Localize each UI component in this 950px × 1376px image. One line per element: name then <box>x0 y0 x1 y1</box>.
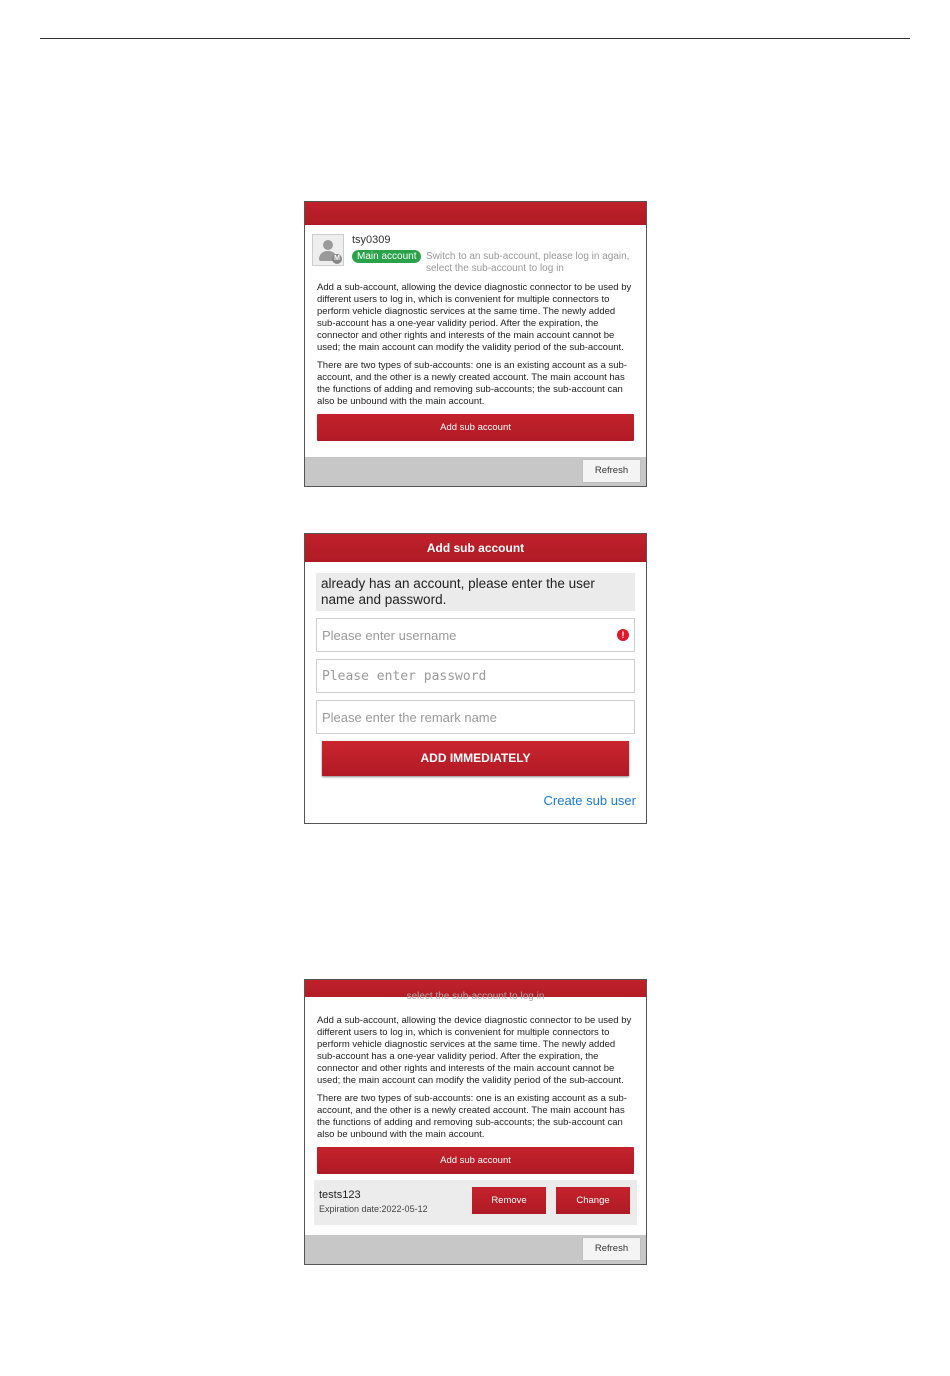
add-immediately-button[interactable]: ADD IMMEDIATELY <box>322 741 629 776</box>
change-button[interactable]: Change <box>556 1187 630 1214</box>
account-username: tsy0309 <box>352 234 391 246</box>
add-sub-account-button[interactable]: Add sub account <box>317 1147 634 1174</box>
remove-button[interactable]: Remove <box>472 1187 546 1214</box>
scrolled-hint-text: select the sub-account to log in <box>406 991 545 1002</box>
user-icon <box>323 240 333 250</box>
existing-account-notice: already has an account, please enter the user name and password. <box>316 573 635 611</box>
bottom-bar <box>305 1235 646 1264</box>
sub-account-expiration: Expiration date:2022-05-12 <box>319 1204 428 1214</box>
main-badge-icon: M <box>332 254 342 264</box>
main-account-badge: Main account <box>352 250 421 263</box>
description-paragraph: Add a sub-account, allowing the device diagnostic connector to be used by different users to log in, which is convenient for multiple connectors to perform vehicle diagnostic services at the same time. The newly added sub-account has a one-year validity period. After the expiration, the connector and other rights and interests of the main account cannot be used; the main account can modify the validity period of the sub-account. <box>317 282 632 353</box>
description-paragraph: There are two types of sub-accounts: one is an existing account as a sub-account, and the other is a newly created account. The main account has the functions of adding and removing sub-accounts; the sub-account can also be unbound with the main account. <box>317 360 627 407</box>
sub-account-name: tests123 <box>319 1189 361 1201</box>
list-item <box>314 1180 637 1225</box>
sub-account-screen <box>304 201 647 487</box>
refresh-button[interactable]: Refresh <box>583 1238 640 1260</box>
username-input[interactable] <box>317 619 634 651</box>
password-input[interactable] <box>317 660 634 692</box>
bottom-bar <box>305 457 646 486</box>
avatar <box>312 234 344 266</box>
header-bar <box>305 202 646 225</box>
page-top-rule <box>40 38 910 39</box>
description-paragraph: There are two types of sub-accounts: one is an existing account as a sub-account, and the other is a newly created account. The main account has the functions of adding and removing sub-accounts; the sub-account can also be unbound with the main account. <box>317 1093 627 1140</box>
header-bar <box>305 980 646 1002</box>
create-sub-user-link[interactable]: Create sub user <box>543 793 636 808</box>
description-block <box>305 1015 646 1141</box>
add-sub-account-dialog <box>304 533 647 824</box>
add-sub-account-button[interactable]: Add sub account <box>317 414 634 441</box>
username-field <box>316 618 635 652</box>
password-field <box>316 659 635 693</box>
refresh-button[interactable]: Refresh <box>583 460 640 482</box>
remark-field <box>316 700 635 734</box>
description-paragraph: Add a sub-account, allowing the device diagnostic connector to be used by different users to log in, which is convenient for multiple connectors to perform vehicle diagnostic services at the same time. The newly added sub-account has a one-year validity period. After the expiration, the connector and other rights and interests of the main account cannot be used; the main account can modify the validity period of the sub-account. <box>317 1015 632 1086</box>
account-row <box>305 225 646 282</box>
switch-account-hint: Switch to an sub-account, please log in again, select the sub-account to log in <box>426 251 630 274</box>
sub-account-list-screen <box>304 979 647 1265</box>
remark-name-input[interactable] <box>317 701 634 733</box>
error-icon: ! <box>617 629 629 641</box>
dialog-title: Add sub account <box>305 534 646 562</box>
scrolled-hint <box>305 991 646 1003</box>
